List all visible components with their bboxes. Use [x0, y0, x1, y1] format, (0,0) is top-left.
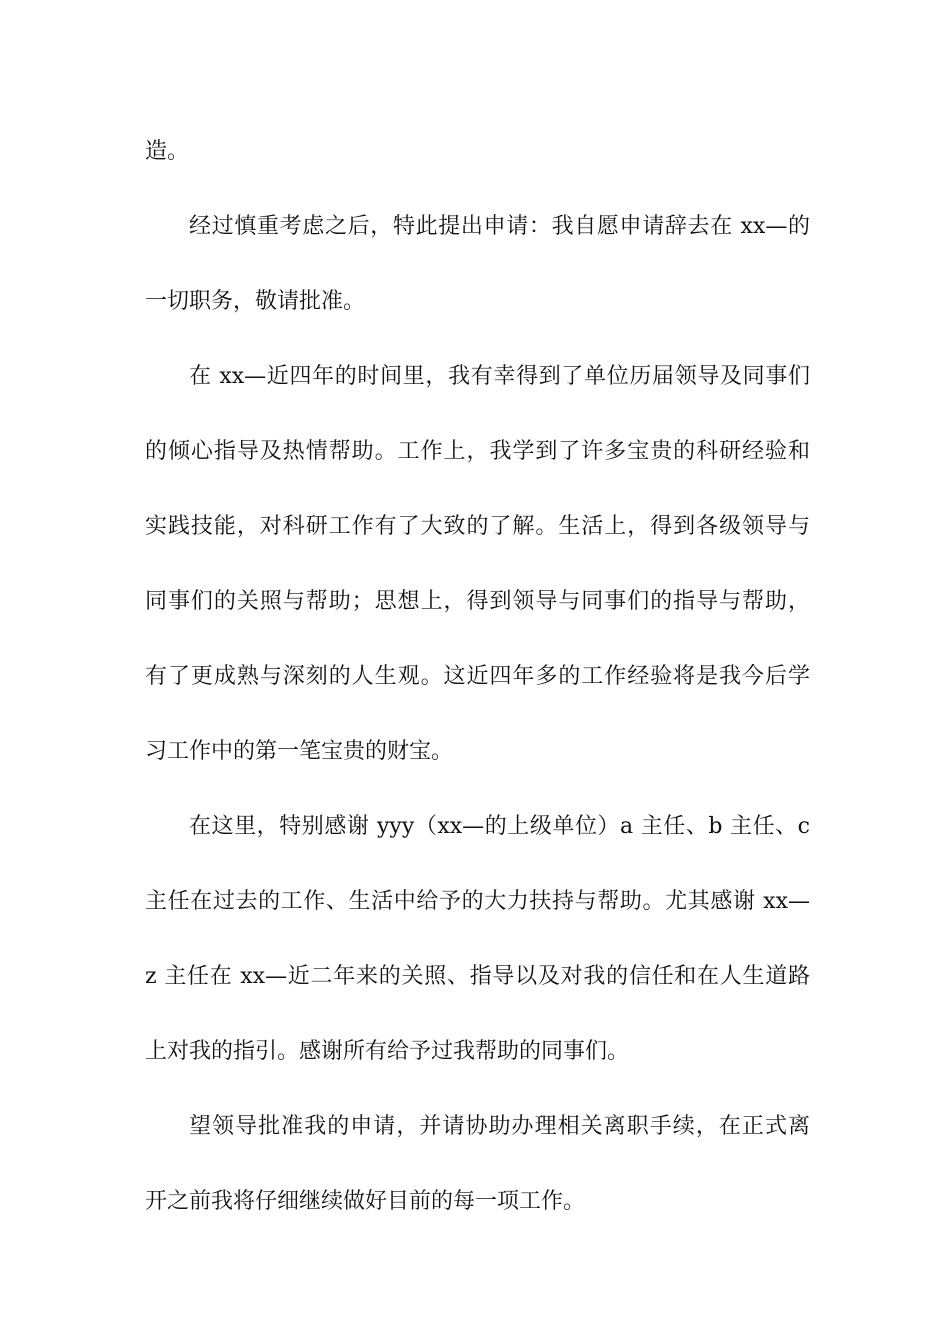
- text-line: 有了更成熟与深刻的人生观。这近四年多的工作经验将是我今后学: [145, 664, 810, 689]
- text-line: 习工作中的第一笔宝贵的财宝。: [145, 739, 454, 764]
- text-line: 的倾心指导及热情帮助。工作上，我学到了许多宝贵的科研经验和: [145, 439, 810, 464]
- paragraph-first-line: 经过慎重考虑之后，特此提出申请：我自愿申请辞去在 xx—的: [189, 214, 810, 239]
- text-line: 主任在过去的工作、生活中给予的大力扶持与帮助。尤其感谢 xx—: [145, 889, 810, 914]
- text-line: 上对我的指引。感谢所有给予过我帮助的同事们。: [145, 1039, 630, 1064]
- text-line: 一切职务，敬请批准。: [145, 289, 366, 314]
- text-line: z 主任在 xx—近二年来的关照、指导以及对我的信任和在人生道路: [145, 964, 810, 989]
- paragraph-first-line: 在这里，特别感谢 yyy（xx—的上级单位）a 主任、b 主任、c: [189, 814, 810, 839]
- paragraph-first-line: 在 xx—近四年的时间里，我有幸得到了单位历届领导及同事们: [189, 364, 810, 389]
- paragraph-first-line: 望领导批准我的申请，并请协助办理相关离职手续，在正式离: [189, 1114, 810, 1139]
- text-line: 开之前我将仔细继续做好目前的每一项工作。: [145, 1189, 586, 1214]
- text-line: 实践技能，对科研工作有了大致的了解。生活上，得到各级领导与: [145, 514, 810, 539]
- text-line: 同事们的关照与帮助；思想上，得到领导与同事们的指导与帮助，: [145, 589, 810, 614]
- text-line: 造。: [145, 139, 190, 164]
